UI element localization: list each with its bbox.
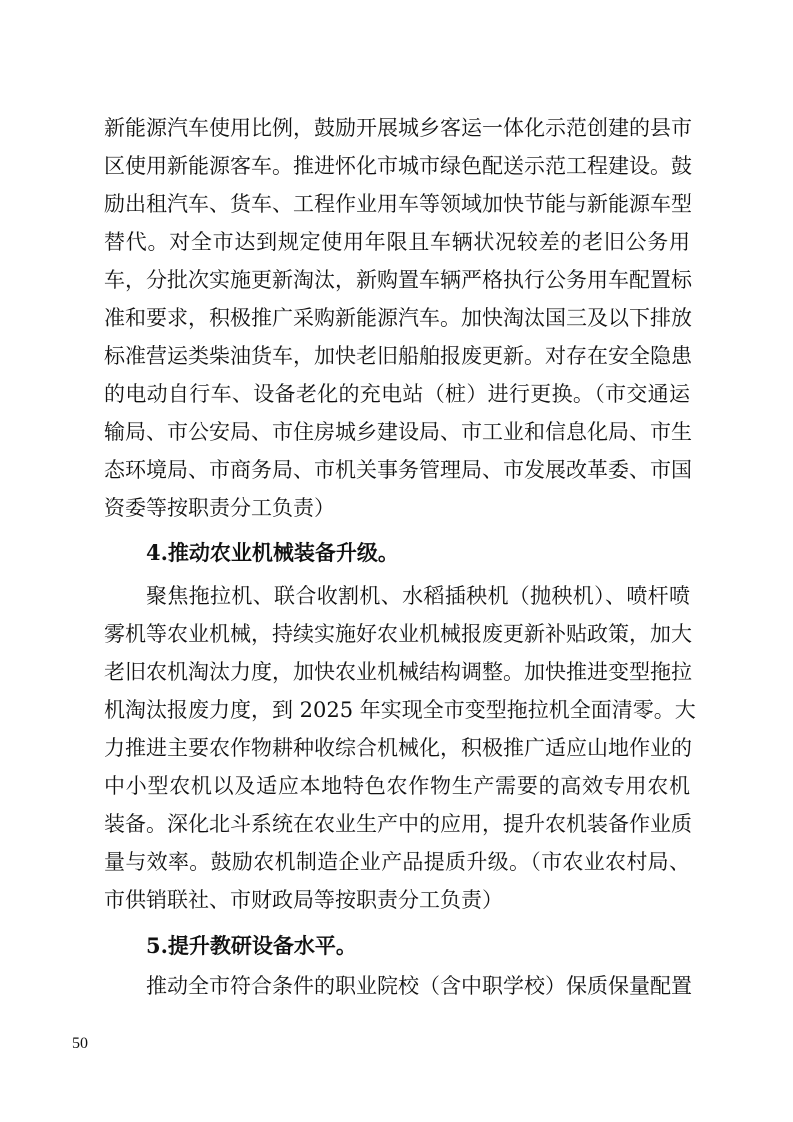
text-line: 机淘汰报废力度，到 2025 年实现全市变型拖拉机全面清零。大	[104, 698, 696, 722]
text-line: 态环境局、市商务局、市机关事务管理局、市发展改革委、市国	[104, 458, 692, 482]
text-line: 的电动自行车、设备老化的充电站（桩）进行更换。（市交通运	[104, 382, 690, 406]
section-heading-agricultural-machinery: 4.推动农业机械装备升级。	[146, 540, 399, 565]
text-line: 标准营运类柴油货车，加快老旧船舶报废更新。对存在安全隐患	[104, 344, 692, 368]
text-line: 车，分批次实施更新淘汰，新购置车辆严格执行公务用车配置标	[104, 268, 692, 292]
text-line: 量与效率。鼓励农机制造企业产品提质升级。（市农业农村局、	[104, 850, 690, 874]
text-line: 推动全市符合条件的职业院校（含中职学校）保质保量配置	[146, 974, 692, 998]
section-heading-teaching-equipment: 5.提升教研设备水平。	[146, 933, 357, 958]
text-line: 区使用新能源客车。推进怀化市城市绿色配送示范工程建设。鼓	[104, 154, 692, 178]
text-line: 市供销联社、市财政局等按职责分工负责）	[104, 888, 503, 912]
text-line: 励出租汽车、货车、工程作业用车等领域加快节能与新能源车型	[104, 192, 692, 216]
text-line: 老旧农机淘汰力度，加快农业机械结构调整。加快推进变型拖拉	[104, 660, 692, 684]
text-line: 替代。对全市达到规定使用年限且车辆状况较差的老旧公务用	[104, 230, 690, 254]
text-line: 资委等按职责分工负责）	[104, 496, 335, 520]
page-number: 50	[72, 1035, 88, 1052]
text-line: 新能源汽车使用比例，鼓励开展城乡客运一体化示范创建的县市	[104, 116, 692, 140]
text-line: 力推进主要农作物耕种收综合机械化，积极推广适应山地作业的	[104, 736, 692, 760]
text-line: 中小型农机以及适应本地特色农作物生产需要的高效专用农机	[104, 774, 690, 798]
text-line: 输局、市公安局、市住房城乡建设局、市工业和信息化局、市生	[104, 420, 692, 444]
text-line: 雾机等农业机械，持续实施好农业机械报废更新补贴政策，加大	[104, 622, 692, 646]
text-line: 聚焦拖拉机、联合收割机、水稻插秧机（抛秧机）、喷杆喷	[146, 584, 690, 608]
text-line: 准和要求，积极推广采购新能源汽车。加快淘汰国三及以下排放	[104, 306, 692, 330]
text-line: 装备。深化北斗系统在农业生产中的应用，提升农机装备作业质	[104, 812, 692, 836]
